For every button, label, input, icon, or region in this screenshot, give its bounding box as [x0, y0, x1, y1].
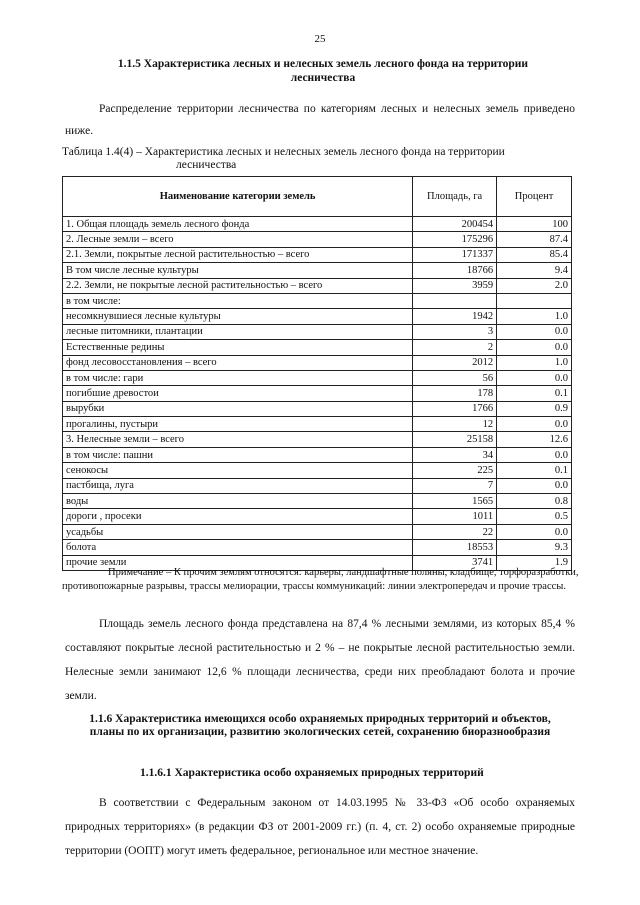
table-row	[63, 278, 572, 293]
cell-category: лесные питомники, плантации	[63, 324, 413, 339]
cell-area: 25158	[413, 432, 497, 447]
cell-area: 2	[413, 340, 497, 355]
table-row	[63, 432, 572, 447]
cell-area: 3	[413, 324, 497, 339]
cell-category: 2. Лесные земли – всего	[63, 232, 413, 247]
law-paragraph-text: В соответствии с Федеральным законом от 14.03.1995 № 33-ФЗ «Об особо охраняемых природных территориях» (в редакции ФЗ от 2001-2009 гг.) (п. 4, ст. 2) особо охраняемые природные территории (ООПТ) могут иметь федеральное, региональное или местное значение.	[65, 797, 575, 857]
table-row	[63, 293, 572, 308]
table-row	[63, 509, 572, 524]
table-row	[63, 355, 572, 370]
cell-percent: 0.8	[497, 494, 572, 509]
cell-percent	[497, 293, 572, 308]
table-row	[63, 247, 572, 262]
cell-category: в том числе: пашни	[63, 447, 413, 462]
table-row	[63, 478, 572, 493]
cell-percent: 0.0	[497, 417, 572, 432]
cell-category: В том числе лесные культуры	[63, 263, 413, 278]
cell-category: в том числе: гари	[63, 370, 413, 385]
cell-category: погибшие древостои	[63, 386, 413, 401]
table-caption	[62, 146, 582, 172]
cell-category: фонд лесовосстановления – всего	[63, 355, 413, 370]
cell-category: прочие земли	[63, 555, 413, 570]
subsection-title: 1.1.6.1 Характеристика особо охраняемых природных территорий	[140, 767, 484, 779]
cell-area: 18553	[413, 540, 497, 555]
cell-category: дороги , просеки	[63, 509, 413, 524]
cell-area: 1766	[413, 401, 497, 416]
cell-percent: 0.9	[497, 401, 572, 416]
cell-category: несомкнувшиеся лесные культуры	[63, 309, 413, 324]
header-category: Наименование категории земель	[63, 177, 413, 217]
table-row	[63, 263, 572, 278]
cell-category: 1. Общая площадь земель лесного фонда	[63, 217, 413, 232]
cell-percent: 85.4	[497, 247, 572, 262]
table-row	[63, 417, 572, 432]
cell-area: 56	[413, 370, 497, 385]
law-paragraph	[65, 791, 575, 863]
table-row	[63, 386, 572, 401]
table-row	[63, 370, 572, 385]
intro-paragraph-text: Распределение территории лесничества по категориям лесных и нелесных земель приведено ниже.	[65, 103, 575, 137]
cell-area: 1565	[413, 494, 497, 509]
cell-area: 12	[413, 417, 497, 432]
cell-category: болота	[63, 540, 413, 555]
table-row	[63, 340, 572, 355]
cell-area: 1942	[413, 309, 497, 324]
header-percent: Процент	[497, 177, 572, 217]
cell-percent: 1.0	[497, 309, 572, 324]
cell-area: 22	[413, 524, 497, 539]
cell-category: усадьбы	[63, 524, 413, 539]
table-row	[63, 540, 572, 555]
cell-area: 3959	[413, 278, 497, 293]
cell-percent: 0.0	[497, 447, 572, 462]
table-row	[63, 232, 572, 247]
cell-percent: 9.4	[497, 263, 572, 278]
cell-percent: 87.4	[497, 232, 572, 247]
table-note	[62, 566, 582, 593]
cell-category: 2.2. Земли, не покрытые лесной растительностью – всего	[63, 278, 413, 293]
cell-area: 178	[413, 386, 497, 401]
cell-percent: 0.0	[497, 340, 572, 355]
cell-area: 171337	[413, 247, 497, 262]
cell-category: пастбища, луга	[63, 478, 413, 493]
cell-category: 3. Нелесные земли – всего	[63, 432, 413, 447]
cell-area: 175296	[413, 232, 497, 247]
cell-category: 2.1. Земли, покрытые лесной растительностью – всего	[63, 247, 413, 262]
table-note-text: Примечание – К прочим землям относятся: карьеры, ландшафтные поляны, кладбище, торфоразработки, противопожарные разрывы, трассы мелиорации, трассы коммуникаций: линии электропередач и прочие трассы.	[62, 567, 579, 592]
cell-percent: 0.1	[497, 463, 572, 478]
table-row	[63, 447, 572, 462]
summary-paragraph-text: Площадь земель лесного фонда представлена на 87,4 % лесными землями, из которых 85,4 % составляют покрытые лесной растительностью и 2 % – не покрытые лесной растительностью земли. Нелесные земли занимают 12,6 % площади лесничества, среди них преобладают болота и прочие земли.	[65, 618, 575, 702]
table-row	[63, 217, 572, 232]
table-header-row	[63, 177, 572, 217]
table-caption-line-2: лесничества	[176, 159, 237, 171]
cell-percent: 0.0	[497, 478, 572, 493]
cell-area: 225	[413, 463, 497, 478]
table-row	[63, 309, 572, 324]
cell-percent: 0.0	[497, 324, 572, 339]
table-row	[63, 524, 572, 539]
table-row	[63, 401, 572, 416]
land-category-table	[62, 176, 572, 571]
cell-category: вырубки	[63, 401, 413, 416]
cell-category: воды	[63, 494, 413, 509]
cell-category: сенокосы	[63, 463, 413, 478]
cell-percent: 1.9	[497, 555, 572, 570]
table-row	[63, 494, 572, 509]
page-number: 25	[314, 33, 326, 45]
table-caption-line-1: Таблица 1.4(4) – Характеристика лесных и нелесных земель лесного фонда на территории	[62, 146, 505, 158]
cell-percent: 0.0	[497, 370, 572, 385]
intro-paragraph	[65, 98, 575, 142]
cell-percent: 100	[497, 217, 572, 232]
section-title: 1.1.5 Характеристика лесных и нелесных земель лесного фонда на территории лесничества	[117, 58, 529, 84]
cell-area: 3741	[413, 555, 497, 570]
cell-area: 200454	[413, 217, 497, 232]
cell-percent: 0.0	[497, 524, 572, 539]
summary-paragraph	[65, 612, 575, 708]
cell-percent: 9.3	[497, 540, 572, 555]
cell-category: в том числе:	[63, 293, 413, 308]
cell-area: 34	[413, 447, 497, 462]
header-area: Площадь, га	[413, 177, 497, 217]
table-row	[63, 324, 572, 339]
cell-area: 18766	[413, 263, 497, 278]
cell-category: Естественные редины	[63, 340, 413, 355]
cell-area: 1011	[413, 509, 497, 524]
cell-percent: 0.5	[497, 509, 572, 524]
cell-percent: 12.6	[497, 432, 572, 447]
table-row	[63, 463, 572, 478]
cell-area: 7	[413, 478, 497, 493]
cell-area	[413, 293, 497, 308]
section-title-2: 1.1.6 Характеристика имеющихся особо охраняемых природных территорий и объектов, планы по их организации, развитию экологических сетей, сохранению биоразнообразия	[89, 713, 551, 738]
cell-category: прогалины, пустыри	[63, 417, 413, 432]
cell-percent: 0.1	[497, 386, 572, 401]
cell-area: 2012	[413, 355, 497, 370]
cell-percent: 1.0	[497, 355, 572, 370]
cell-percent: 2.0	[497, 278, 572, 293]
